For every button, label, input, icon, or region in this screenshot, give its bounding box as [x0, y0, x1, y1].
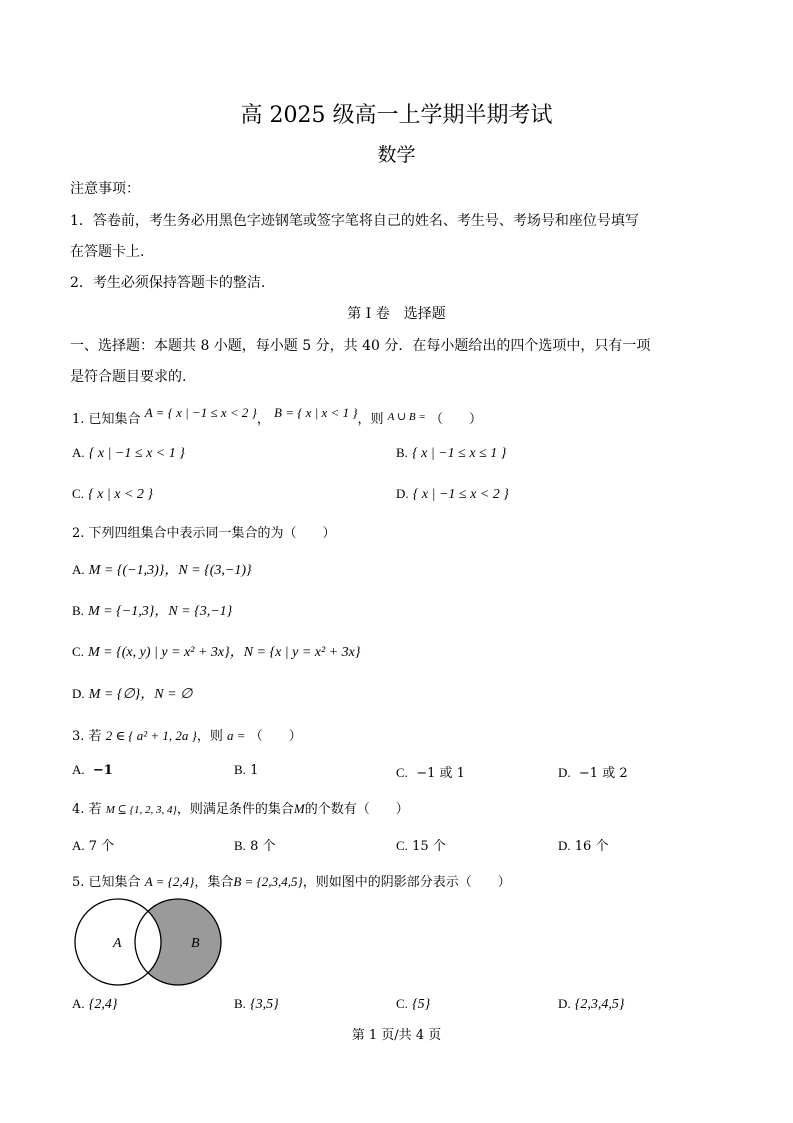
option-text: {2,3,4,5}	[574, 997, 625, 1012]
page-number: 第 1 页/共 4 页	[351, 1028, 442, 1043]
venn-diagram	[68, 898, 228, 986]
option-label: A.	[72, 562, 85, 577]
option-label: D.	[558, 765, 571, 780]
note-item-1: 1．答卷前，考生务必用黑色字迹钢笔或签字笔将自己的姓名、考生号、考场号和座位号填写	[70, 213, 639, 229]
option-label: D.	[72, 686, 85, 701]
option-label: C.	[396, 765, 408, 780]
q3-var: a =	[227, 728, 246, 743]
option-label: A.	[72, 445, 85, 460]
option-text: {5}	[412, 997, 431, 1012]
section-title: 第 I 卷 选择题	[347, 306, 446, 322]
q4-prefix: 4. 若	[72, 802, 102, 817]
q5-prefix: 5. 已知集合	[72, 875, 141, 890]
q5-option-a	[72, 996, 117, 1013]
q1-suffix: ，则	[357, 412, 384, 427]
q5-option-c	[396, 996, 430, 1013]
option-label: B.	[234, 762, 246, 777]
option-label: C.	[396, 838, 408, 853]
q2-option-b	[72, 600, 232, 620]
q1-option-c	[72, 486, 153, 503]
option-label: D.	[558, 838, 571, 853]
question-2-stem: 2. 下列四组集合中表示同一集合的为（ ）	[72, 526, 336, 541]
option-text: { x | x < 2 }	[88, 487, 153, 502]
q1-option-d	[396, 486, 509, 503]
q3-option-a	[72, 762, 113, 778]
q4-option-b	[234, 835, 275, 854]
option-text: 1	[250, 763, 259, 778]
q4-suffix: 的个数有（ ）	[304, 802, 409, 817]
q4-option-c	[396, 835, 446, 854]
option-text: 16 个	[574, 839, 609, 854]
q5-mid: ，集合	[194, 875, 234, 890]
option-text: { x | −1 ≤ x ≤ 1 }	[412, 446, 507, 461]
option-text: {3,5}	[250, 997, 279, 1012]
q1-set-a: A = { x | −1 ≤ x < 2 }	[144, 405, 257, 420]
q5-suffix: ，则如图中的阴影部分表示（ ）	[302, 875, 511, 890]
option-text: M = {(x, y) | y = x² + 3x}，N = {x | y = x² + 3x}	[88, 645, 361, 660]
option-label: A.	[72, 996, 85, 1011]
option-label: B.	[234, 838, 246, 853]
q1-option-a	[72, 445, 185, 462]
q1-option-b	[396, 445, 506, 462]
option-text: 7 个	[88, 839, 115, 854]
q1-set-b: B = { x | x < 1 }	[274, 405, 358, 420]
option-label: A.	[72, 762, 85, 777]
q2-option-a	[72, 559, 252, 579]
q5-option-d	[558, 996, 624, 1013]
q4-var: M	[293, 801, 305, 816]
option-label: D.	[558, 996, 571, 1011]
q3-condition: 2 ∈ { a² + 1, 2a }	[105, 728, 197, 743]
option-label: B.	[72, 603, 84, 618]
section-intro-cont: 是符合题目要求的.	[70, 369, 187, 385]
question-1-stem	[72, 405, 482, 427]
exam-title: 高 2025 级高一上学期半期考试	[240, 103, 553, 128]
option-text: M = {(−1,3)}，N = {(3,−1)}	[88, 563, 252, 578]
q3-option-d	[558, 762, 628, 781]
venn-label-b: B	[191, 936, 200, 951]
option-text: −1	[92, 763, 113, 778]
subject-title: 数学	[377, 144, 416, 166]
option-text: −1 或 2	[578, 766, 628, 781]
q3-paren: （ ）	[249, 729, 302, 744]
venn-label-a: A	[113, 936, 122, 951]
q5-set-a: A = {2,4}	[144, 874, 195, 889]
q2-option-c	[72, 641, 360, 661]
note-item-1-cont: 在答题卡上.	[70, 244, 145, 260]
q1-union: A ∪ B =	[387, 411, 426, 423]
option-text: { x | −1 ≤ x < 2 }	[412, 487, 509, 502]
section-intro: 一、选择题：本题共 8 小题，每小题 5 分，共 40 分．在每小题给出的四个选项中，只有一项	[70, 338, 651, 354]
option-label: A.	[72, 838, 85, 853]
option-text: { x | −1 ≤ x < 1 }	[88, 446, 185, 461]
question-3-stem	[72, 725, 302, 744]
q4-mid: ，则满足条件的集合	[176, 802, 294, 817]
q1-paren: （ ）	[429, 412, 482, 427]
q4-option-a	[72, 835, 114, 854]
option-label: B.	[234, 996, 246, 1011]
q4-option-d	[558, 835, 608, 854]
option-text: 8 个	[250, 839, 276, 854]
option-label: C.	[72, 644, 84, 659]
option-label: B.	[396, 445, 408, 460]
option-label: C.	[396, 996, 408, 1011]
question-4-stem	[72, 798, 409, 817]
note-item-2: 2．考生必须保持答题卡的整洁.	[70, 275, 266, 291]
option-text: −1 或 1	[416, 766, 465, 781]
question-5-stem	[72, 871, 511, 890]
q3-mid: ，则	[196, 729, 223, 744]
notes-heading: 注意事项：	[70, 181, 140, 197]
option-label: D.	[396, 486, 409, 501]
q3-prefix: 3. 若	[72, 729, 102, 744]
q4-condition: M ⊆ {1, 2, 3, 4}	[105, 804, 177, 816]
q3-option-c	[396, 762, 465, 781]
option-text: M = {∅}，N = ∅	[88, 687, 193, 702]
option-text: M = {−1,3}，N = {3,−1}	[88, 604, 233, 619]
option-text: {2,4}	[88, 997, 118, 1012]
q2-option-d	[72, 683, 192, 703]
q3-option-b	[234, 762, 258, 778]
q5-option-b	[234, 996, 279, 1013]
q1-sep: ，	[256, 412, 270, 427]
q5-set-b: B = {2,3,4,5}	[233, 874, 303, 889]
option-text: 15 个	[412, 839, 446, 854]
option-label: C.	[72, 486, 84, 501]
q1-prefix: 1. 已知集合	[72, 412, 141, 427]
